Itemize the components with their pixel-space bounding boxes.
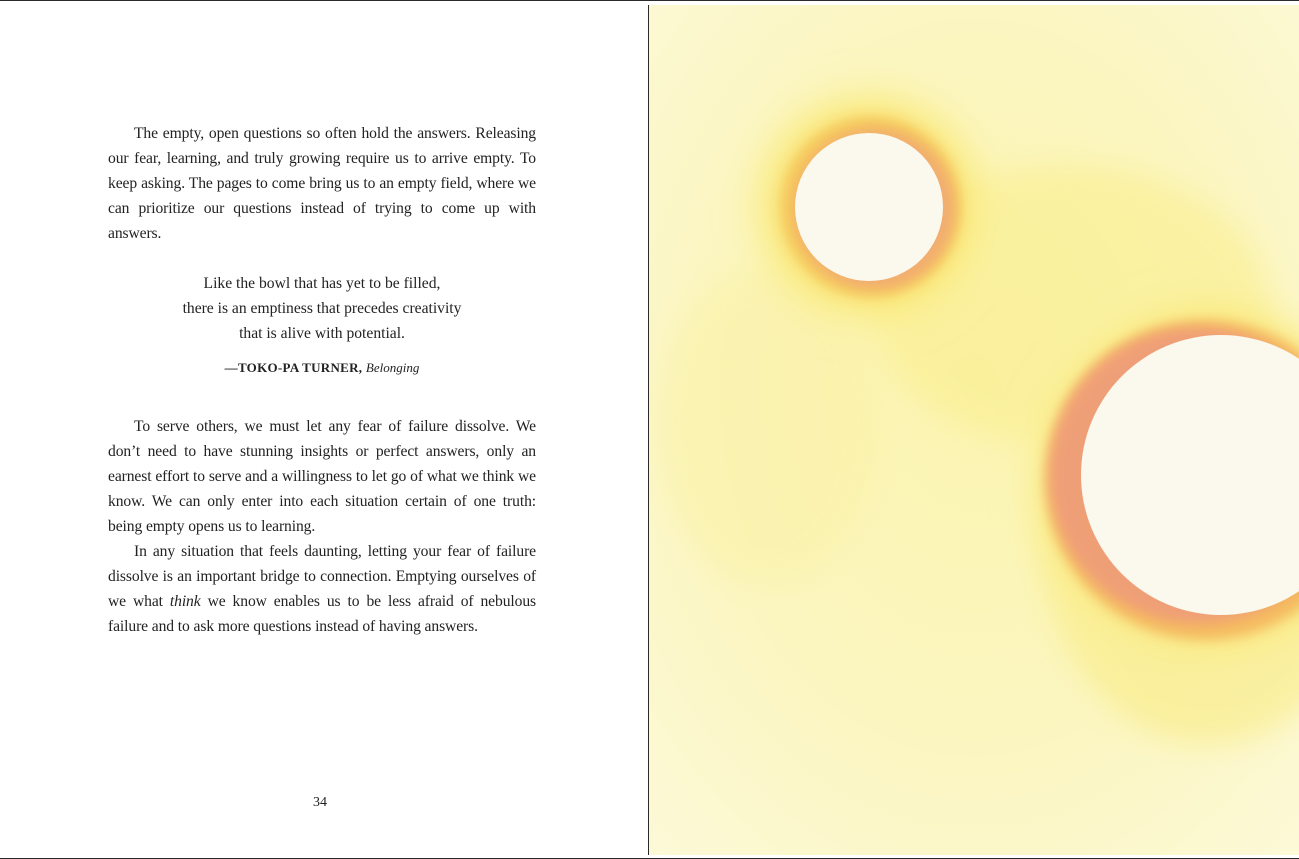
right-page-illustration (649, 5, 1299, 855)
epigraph-attribution (108, 360, 536, 376)
paragraph-3-start: In any situation that feels daunting, letting your fear of failure dissolve is an important bridge to connection. Emptying ourselves of we what (108, 543, 536, 610)
attribution-author: —TOKO-PA TURNER, (224, 360, 363, 375)
paragraph-1: The empty, open questions so often hold the answers. Releasing our fear, learning, and truly growing require us to arrive empty. To keep asking. The pages to come bring us to an empty field, where we can prioritize our questions instead of trying to come up with answers. (108, 125, 536, 242)
epigraph (108, 271, 536, 346)
small-white-circle (795, 133, 943, 281)
body-text (108, 414, 536, 639)
epigraph-line-3: that is alive with potential. (239, 325, 405, 342)
opening-text (108, 121, 536, 246)
epigraph-line-2: there is an emptiness that precedes creativity (182, 300, 462, 317)
paragraph-3 (108, 539, 536, 639)
attribution-source: Belonging (365, 360, 420, 375)
epigraph-line-1: Like the bowl that has yet to be filled, (203, 275, 441, 292)
left-page (0, 5, 649, 855)
page-number: 34 (313, 795, 327, 810)
watercolor-illustration (649, 5, 1299, 855)
paragraph-2: To serve others, we must let any fear of failure dissolve. We don’t need to have stunning insights or perfect answers, only an earnest effort to serve and a willingness to let go of what we think we know. We can only enter into each situation certain of one truth: being empty opens us to learning. (108, 418, 536, 535)
paragraph-3-emphasis: think (169, 593, 201, 610)
paragraph-3-end: we know enables us to be less afraid of nebulous failure and to ask more questions instead of having answers. (108, 593, 536, 635)
